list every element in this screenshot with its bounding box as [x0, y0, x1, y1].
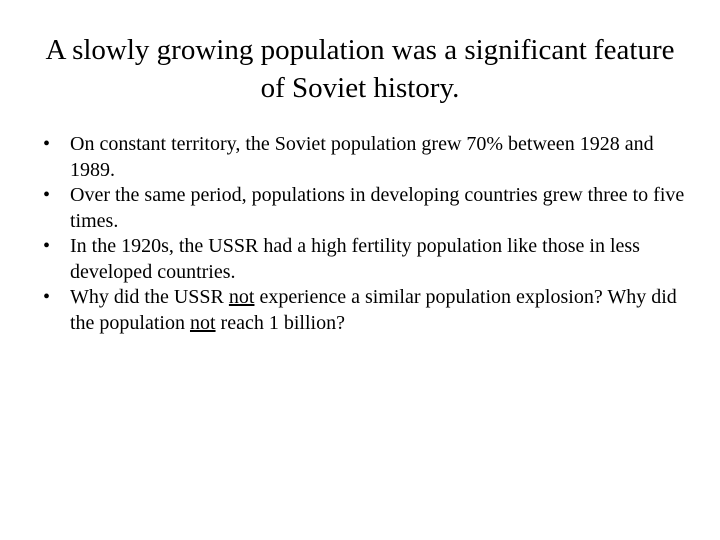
bullet-marker: •: [43, 286, 51, 308]
bullet-text: On constant territory, the Soviet population grew 70% between 1928 and 1989.: [70, 133, 654, 181]
bullet-item: [43, 132, 693, 183]
underlined-emphasis: not: [228, 286, 255, 308]
bullet-text: In the 1920s, the USSR had a high fertility population like those in less developed countries.: [70, 235, 640, 283]
bullet-marker: •: [43, 235, 51, 257]
bullet-text-part: reach 1 billion?: [215, 311, 345, 334]
bullet-text: Over the same period, populations in developing countries grew three to five times.: [70, 184, 685, 232]
bullet-item: [43, 234, 693, 285]
bullet-marker: •: [43, 184, 51, 206]
bullet-list: [43, 132, 693, 336]
underlined-emphasis: not: [189, 311, 216, 334]
bullet-text-part: Why did the USSR: [70, 286, 229, 308]
bullet-text-part: experience a similar population explosion? Why did the population: [70, 286, 677, 334]
bullet-marker: •: [43, 133, 51, 155]
bullet-item: [43, 285, 693, 336]
bullet-item: [43, 183, 693, 234]
slide-title: A slowly growing population was a significant feature of Soviet history.: [45, 34, 675, 104]
